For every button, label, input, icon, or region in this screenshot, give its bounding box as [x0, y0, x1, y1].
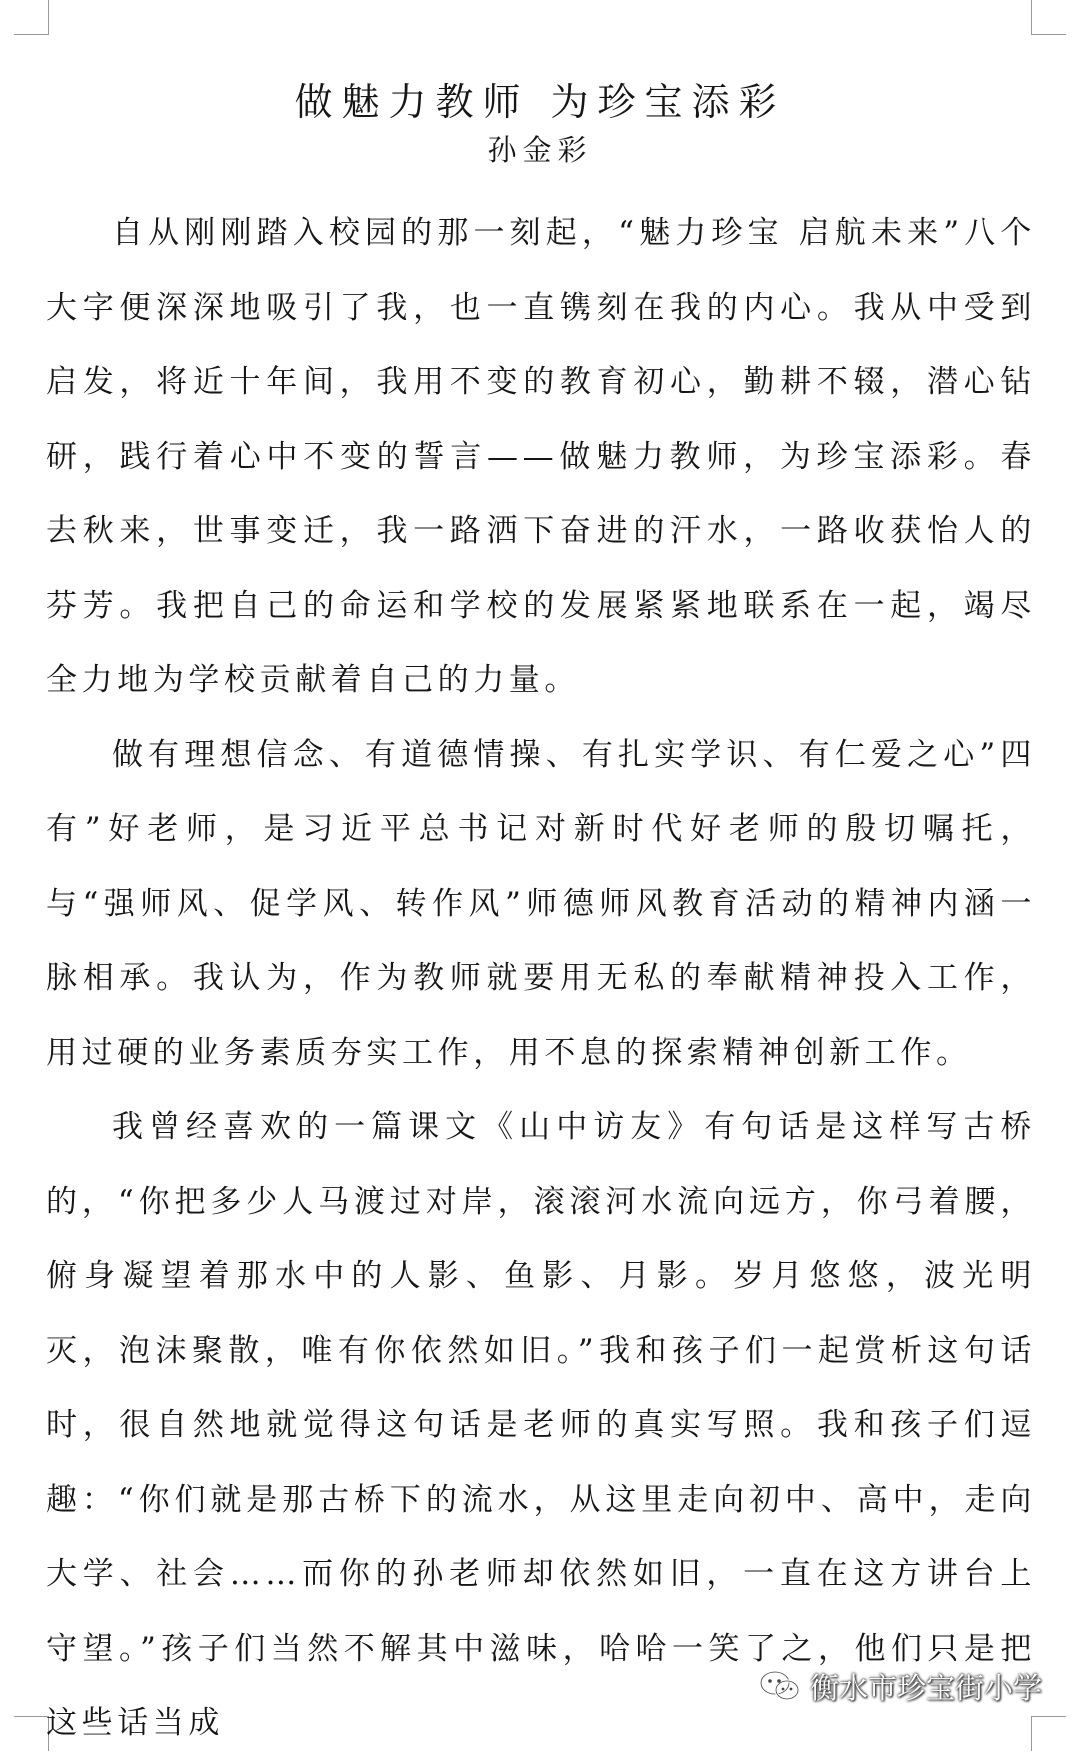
- crop-mark-bottom-left: [14, 1716, 49, 1751]
- crop-mark-bottom-right: [1031, 1716, 1066, 1751]
- paragraph-1: 自从刚刚踏入校园的那一刻起，“魅力珍宝 启航未来”八个大字便深深地吸引了我，也一直镌刻在我的内心。我从中受到启发，将近十年间，我用不变的教育初心，勤耕不辍，潜心钻研，践行着心中不变的誓言——做魅力教师，为珍宝添彩。春去秋来，世事变迁，我一路洒下奋进的汗水，一路收获怡人的芬芳。我把自己的命运和学校的发展紧紧地联系在一起，竭尽全力地为学校贡献着自己的力量。: [46, 215, 1036, 698]
- wechat-icon: [758, 1668, 802, 1704]
- watermark-text: 衡水市珍宝街小学: [809, 1670, 1042, 1705]
- paragraph-2: 做有理想信念、有道德情操、有扎实学识、有仁爱之心”四有”好老师，是习近平总书记对新时代好老师的殷切嘱托，与“强师风、促学风、转作风”师德师风教育活动的精神内涵一脉相承。我认为，作为教师就要用无私的奉献精神投入工作，用过硬的业务素质夯实工作，用不息的探索精神创新工作。: [46, 736, 1036, 1071]
- document-title: 做魅力教师 为珍宝添彩: [294, 80, 786, 125]
- paragraph-3: 我曾经喜欢的一篇课文《山中访友》有句话是这样写古桥的，“你把多少人马渡过对岸，滚滚河水流向远方，你弓着腰，俯身凝望着那水中的人影、鱼影、月影。岁月悠悠，波光明灭，泡沫聚散，唯有你依然如旧。”我和孩子们一起赏析这句话时，很自然地就觉得这句话是老师的真实写照。我和孩子们逗趣：“你们就是那古桥下的流水，从这里走向初中、高中，走向大学、社会……而你的孙老师却依然如旧，一直在这方讲台上守望。”孩子们当然不解其中滋味，哈哈一笑了之，他们只是把这些话当成: [46, 1109, 1036, 1741]
- document-author: 孙金彩: [487, 133, 593, 167]
- source-watermark: [758, 1663, 1042, 1709]
- crop-mark-top-left: [14, 0, 49, 35]
- crop-mark-top-right: [1031, 0, 1066, 35]
- document-body: [46, 196, 1036, 1761]
